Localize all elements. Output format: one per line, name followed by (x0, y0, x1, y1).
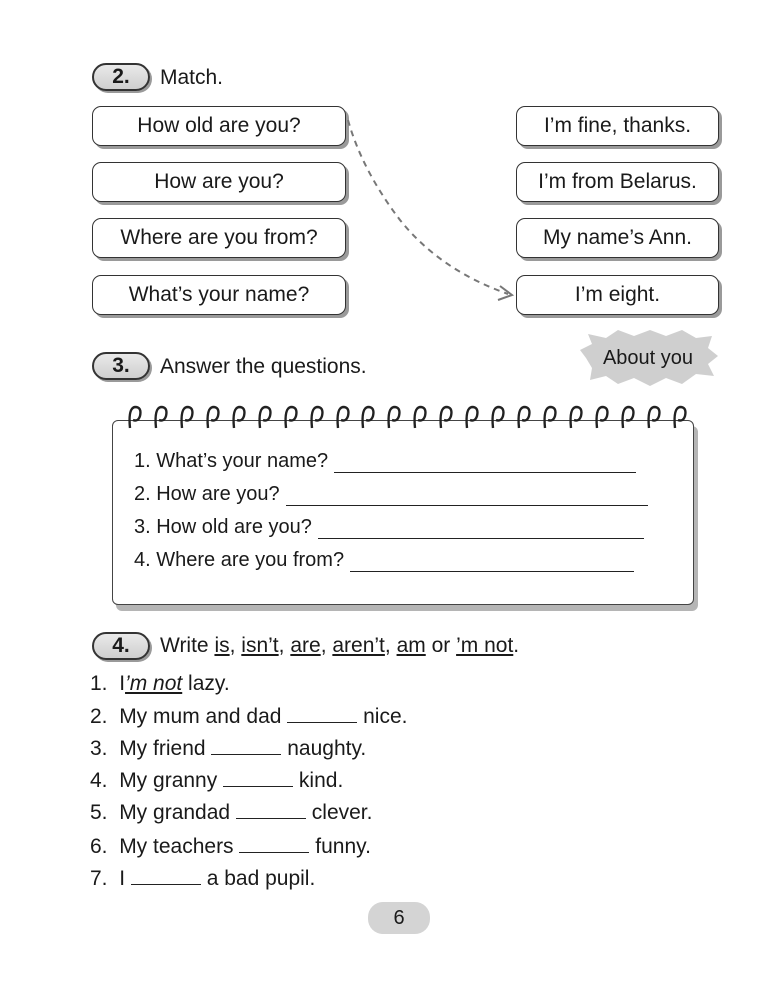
spiral-ring-icon (307, 404, 327, 430)
spiral-ring-icon (566, 404, 586, 430)
sentence-start: My teachers (119, 835, 234, 858)
about-you-badge: About you (602, 346, 694, 369)
match-right-box[interactable]: I’m fine, thanks. (516, 106, 719, 146)
word-option: are (290, 634, 321, 657)
notebook-rings (125, 404, 690, 432)
separator: , (278, 634, 291, 657)
question-row (134, 516, 644, 539)
sentence-start: My mum and dad (119, 705, 282, 728)
spiral-ring-icon (203, 404, 223, 430)
question-row (134, 450, 636, 473)
word-option: isn’t (241, 634, 279, 657)
spiral-ring-icon (125, 404, 145, 430)
spiral-ring-icon (644, 404, 664, 430)
exercise-2-title: Match. (160, 66, 224, 89)
exercise-4-title (160, 634, 519, 658)
word-option: ’m not (456, 634, 514, 657)
sentence-start: I (119, 867, 126, 890)
spiral-ring-icon (151, 404, 171, 430)
spiral-ring-icon (333, 404, 353, 430)
spiral-ring-icon (540, 404, 560, 430)
sentence-start: My grandad (119, 801, 231, 824)
sentence-end: naughty. (287, 737, 367, 760)
separator: , (320, 634, 333, 657)
example-sentence (90, 672, 230, 696)
sentence-start: My granny (119, 769, 218, 792)
sentence-end: clever. (311, 801, 373, 824)
question-text: 3. How old are you? (134, 516, 312, 538)
exercise-sentence (90, 736, 366, 761)
sentence-end: a bad pupil. (206, 867, 316, 890)
match-example-arrow (340, 110, 530, 310)
spiral-ring-icon (410, 404, 430, 430)
exercise-sentence (90, 834, 371, 859)
item-number: 4. (90, 769, 108, 792)
item-number: 2. (90, 705, 108, 728)
answer-blank[interactable] (239, 834, 309, 853)
sentence-end: nice. (363, 705, 408, 728)
sentence-start: My friend (119, 737, 206, 760)
spiral-ring-icon (618, 404, 638, 430)
spiral-ring-icon (514, 404, 534, 430)
answer-line[interactable] (334, 454, 636, 473)
match-right-box[interactable]: I’m eight. (516, 275, 719, 315)
spiral-ring-icon (488, 404, 508, 430)
answer-blank[interactable] (223, 768, 293, 787)
exercise-2-number: 2. (92, 63, 150, 91)
answer-line[interactable] (286, 487, 648, 506)
exercise-3-title: Answer the questions. (160, 355, 367, 378)
match-left-box[interactable]: What’s your name? (92, 275, 346, 315)
answer-blank[interactable] (236, 800, 306, 819)
answer-blank[interactable] (287, 704, 357, 723)
item-number: 5. (90, 801, 108, 824)
exercise-3-number: 3. (92, 352, 150, 380)
title-prefix: Write (160, 634, 215, 657)
exercise-sentence (90, 800, 372, 825)
match-right-box[interactable]: I’m from Belarus. (516, 162, 719, 202)
sentence-start: I (119, 672, 126, 695)
spiral-ring-icon (436, 404, 456, 430)
answer-line[interactable] (318, 520, 644, 539)
spiral-ring-icon (229, 404, 249, 430)
spiral-ring-icon (384, 404, 404, 430)
item-number: 7. (90, 867, 108, 890)
notebook-box (112, 420, 694, 605)
match-left-box[interactable]: How old are you? (92, 106, 346, 146)
separator: . (513, 634, 520, 657)
answer-blank[interactable] (131, 866, 201, 885)
spiral-ring-icon (462, 404, 482, 430)
match-right-box[interactable]: My name’s Ann. (516, 218, 719, 258)
question-text: 2. How are you? (134, 483, 280, 505)
exercise-4-number: 4. (92, 632, 150, 660)
separator: or (425, 634, 457, 657)
exercise-sentence (90, 866, 315, 891)
sentence-end: kind. (298, 769, 344, 792)
sentence-end: lazy. (182, 672, 230, 695)
question-row (134, 483, 648, 506)
match-left-box[interactable]: Where are you from? (92, 218, 346, 258)
item-number: 1. (90, 672, 108, 695)
exercise-sentence (90, 768, 343, 793)
match-left-box[interactable]: How are you? (92, 162, 346, 202)
answer-blank[interactable] (211, 736, 281, 755)
answer-line[interactable] (350, 553, 634, 572)
question-text: 1. What’s your name? (134, 450, 329, 472)
example-answer: ’m not (125, 672, 183, 695)
spiral-ring-icon (670, 404, 690, 430)
exercise-sentence (90, 704, 407, 729)
item-number: 3. (90, 737, 108, 760)
spiral-ring-icon (255, 404, 275, 430)
spiral-ring-icon (592, 404, 612, 430)
question-text: 4. Where are you from? (134, 549, 345, 571)
separator: , (229, 634, 242, 657)
spiral-ring-icon (358, 404, 378, 430)
word-option: is (214, 634, 230, 657)
separator: , (384, 634, 397, 657)
word-option: am (396, 634, 426, 657)
spiral-ring-icon (281, 404, 301, 430)
spiral-ring-icon (177, 404, 197, 430)
question-row (134, 549, 634, 572)
item-number: 6. (90, 835, 108, 858)
page-number: 6 (368, 902, 430, 934)
word-option: aren’t (332, 634, 385, 657)
sentence-end: funny. (315, 835, 371, 858)
